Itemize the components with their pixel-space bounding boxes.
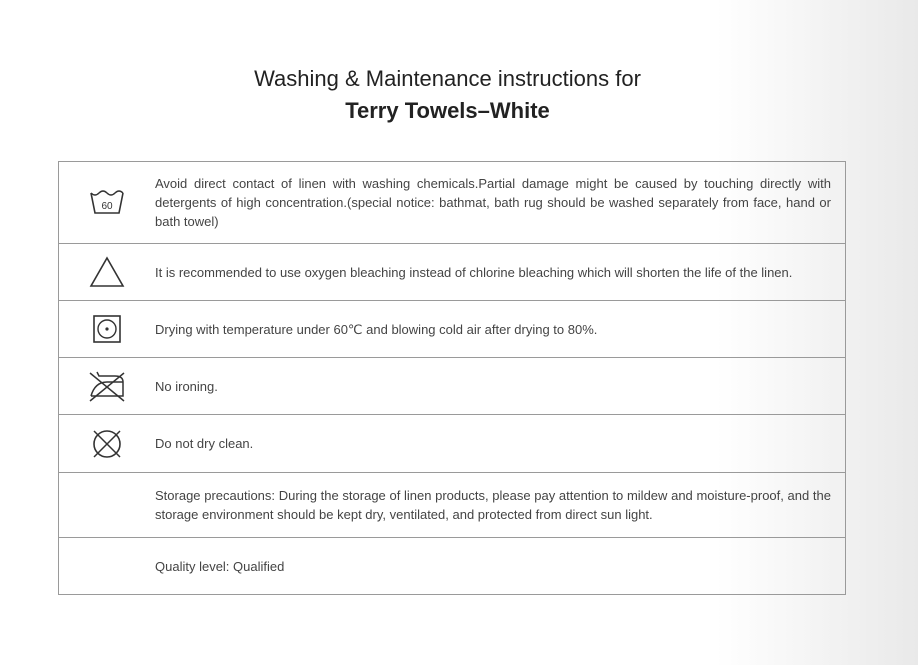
no-dry-clean-icon xyxy=(59,427,155,461)
care-row-dry xyxy=(59,301,846,358)
care-text-dry-clean: Do not dry clean. xyxy=(155,415,846,473)
tumble-dry-icon xyxy=(59,314,155,344)
no-iron-icon xyxy=(59,370,155,402)
page-title-line1: Washing & Maintenance instructions for xyxy=(254,66,641,91)
care-text-bleach: It is recommended to use oxygen bleaching instead of chlorine bleaching which will shorten the life of the linen. xyxy=(155,244,846,301)
care-text-wash: Avoid direct contact of linen with washing chemicals.Partial damage might be caused by touching directly with detergents of high concentration.(special notice: bathmat, bath rug should be washed separately from face, hand or bath towel) xyxy=(155,162,846,244)
care-row-dry-clean xyxy=(59,415,846,473)
care-text-storage: Storage precautions: During the storage of linen products, please pay attention to mildew and moisture-proof, and the storage environment should be kept dry, ventilated, and protected from direct sun light. xyxy=(155,473,846,538)
wash-60-icon xyxy=(59,190,155,216)
wash-temperature-label: 60 xyxy=(101,200,113,212)
page-title-line2: Terry Towels–White xyxy=(345,98,550,123)
care-row-storage xyxy=(59,473,846,538)
care-text-quality: Quality level: Qualified xyxy=(155,538,846,595)
care-text-iron: No ironing. xyxy=(155,358,846,415)
care-text-dry: Drying with temperature under 60℃ and blowing cold air after drying to 80%. xyxy=(155,301,846,358)
care-row-bleach xyxy=(59,244,846,301)
care-instructions-table xyxy=(58,161,846,595)
bleach-triangle-icon xyxy=(59,256,155,288)
care-row-wash xyxy=(59,162,846,244)
care-row-quality xyxy=(59,538,846,595)
care-row-iron xyxy=(59,358,846,415)
